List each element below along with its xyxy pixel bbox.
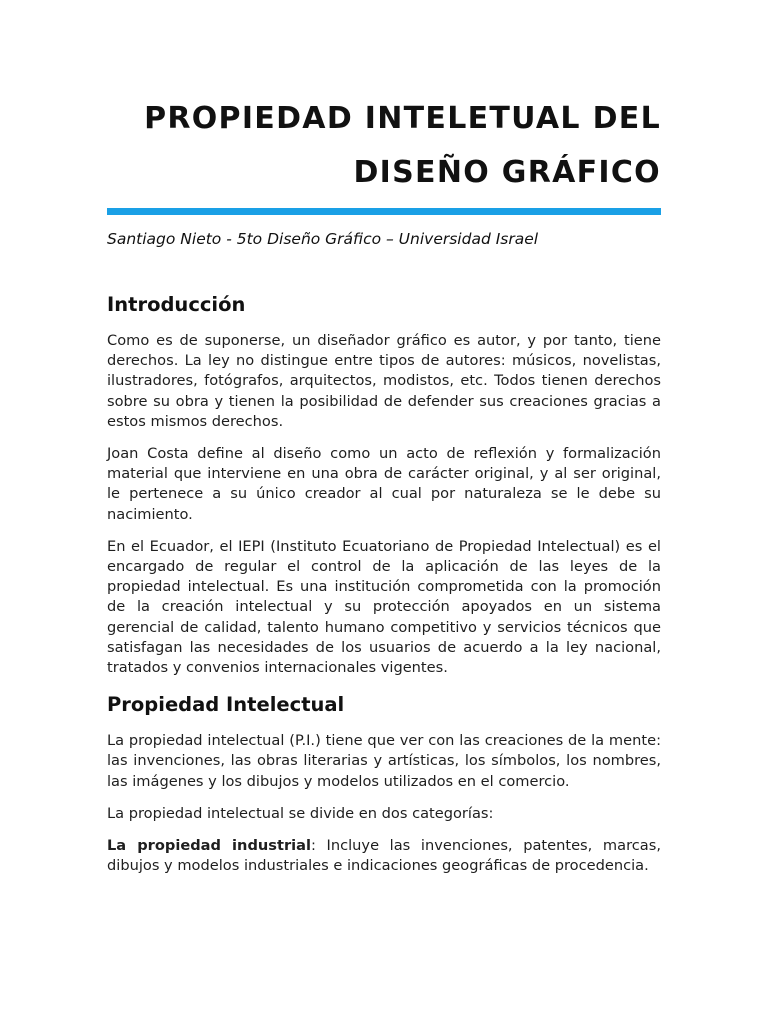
propiedad-paragraph-2: La propiedad intelectual se divide en dos categorías: xyxy=(107,804,494,822)
intro-paragraph-1: Como es de suponerse, un diseñador gráfico es autor, y por tanto, tiene derechos. La ley no distingue entre tipos de autores: músicos, novelistas, ilustradores, fotógrafos, arquitectos, modistos, etc. Todos tienen derechos sobre su obra y tienen la posibilidad de defender sus creaciones gracias a estos mismos derechos. xyxy=(107,332,661,430)
heading-introduccion: Introducción xyxy=(107,293,246,316)
title-divider xyxy=(107,208,661,215)
propiedad-industrial-term: La propiedad industrial xyxy=(107,837,311,855)
heading-propiedad-intelectual: Propiedad Intelectual xyxy=(107,693,345,717)
intro-paragraph-3: En el Ecuador, el IEPI (Instituto Ecuatoriano de Propiedad Intelectual) es el encargado de regular el control de la aplicación de las leyes de la propiedad intelectual. Es una institución comprometida con la promoción de la creación intelectual y su protección apoyados en un sistema gerencial de calidad, talento humano competitivo y servicios técnicos que satisfagan las necesidades de los usuarios de acuerdo a la ley nacional, tratados y convenios internacionales vigentes. xyxy=(107,537,661,677)
propiedad-paragraph-1: La propiedad intelectual (P.I.) tiene que ver con las creaciones de la mente: las invenciones, las obras literarias y artísticas, los símbolos, los nombres, las imágenes y los dibujos y modelos utilizados en el comercio. xyxy=(107,732,661,790)
document-title-line-2: DISEÑO GRÁFICO xyxy=(353,155,661,190)
propiedad-paragraph-3 xyxy=(107,836,661,876)
title-block xyxy=(107,92,661,200)
intro-paragraph-2: Joan Costa define al diseño como un acto de reflexión y formalización material que interviene en una obra de carácter original, y al ser original, le pertenece a su único creador al cual por naturaleza se le debe su nacimiento. xyxy=(107,445,661,523)
document-title-line-1: PROPIEDAD INTELETUAL DEL xyxy=(144,101,661,136)
document-page xyxy=(107,0,661,876)
author-line: Santiago Nieto - 5to Diseño Gráfico – Universidad Israel xyxy=(107,230,539,248)
propiedad-industrial-definition: : Incluye las invenciones, patentes, marcas, dibujos y modelos industriales e indicaciones geográficas de procedencia. xyxy=(107,837,661,875)
